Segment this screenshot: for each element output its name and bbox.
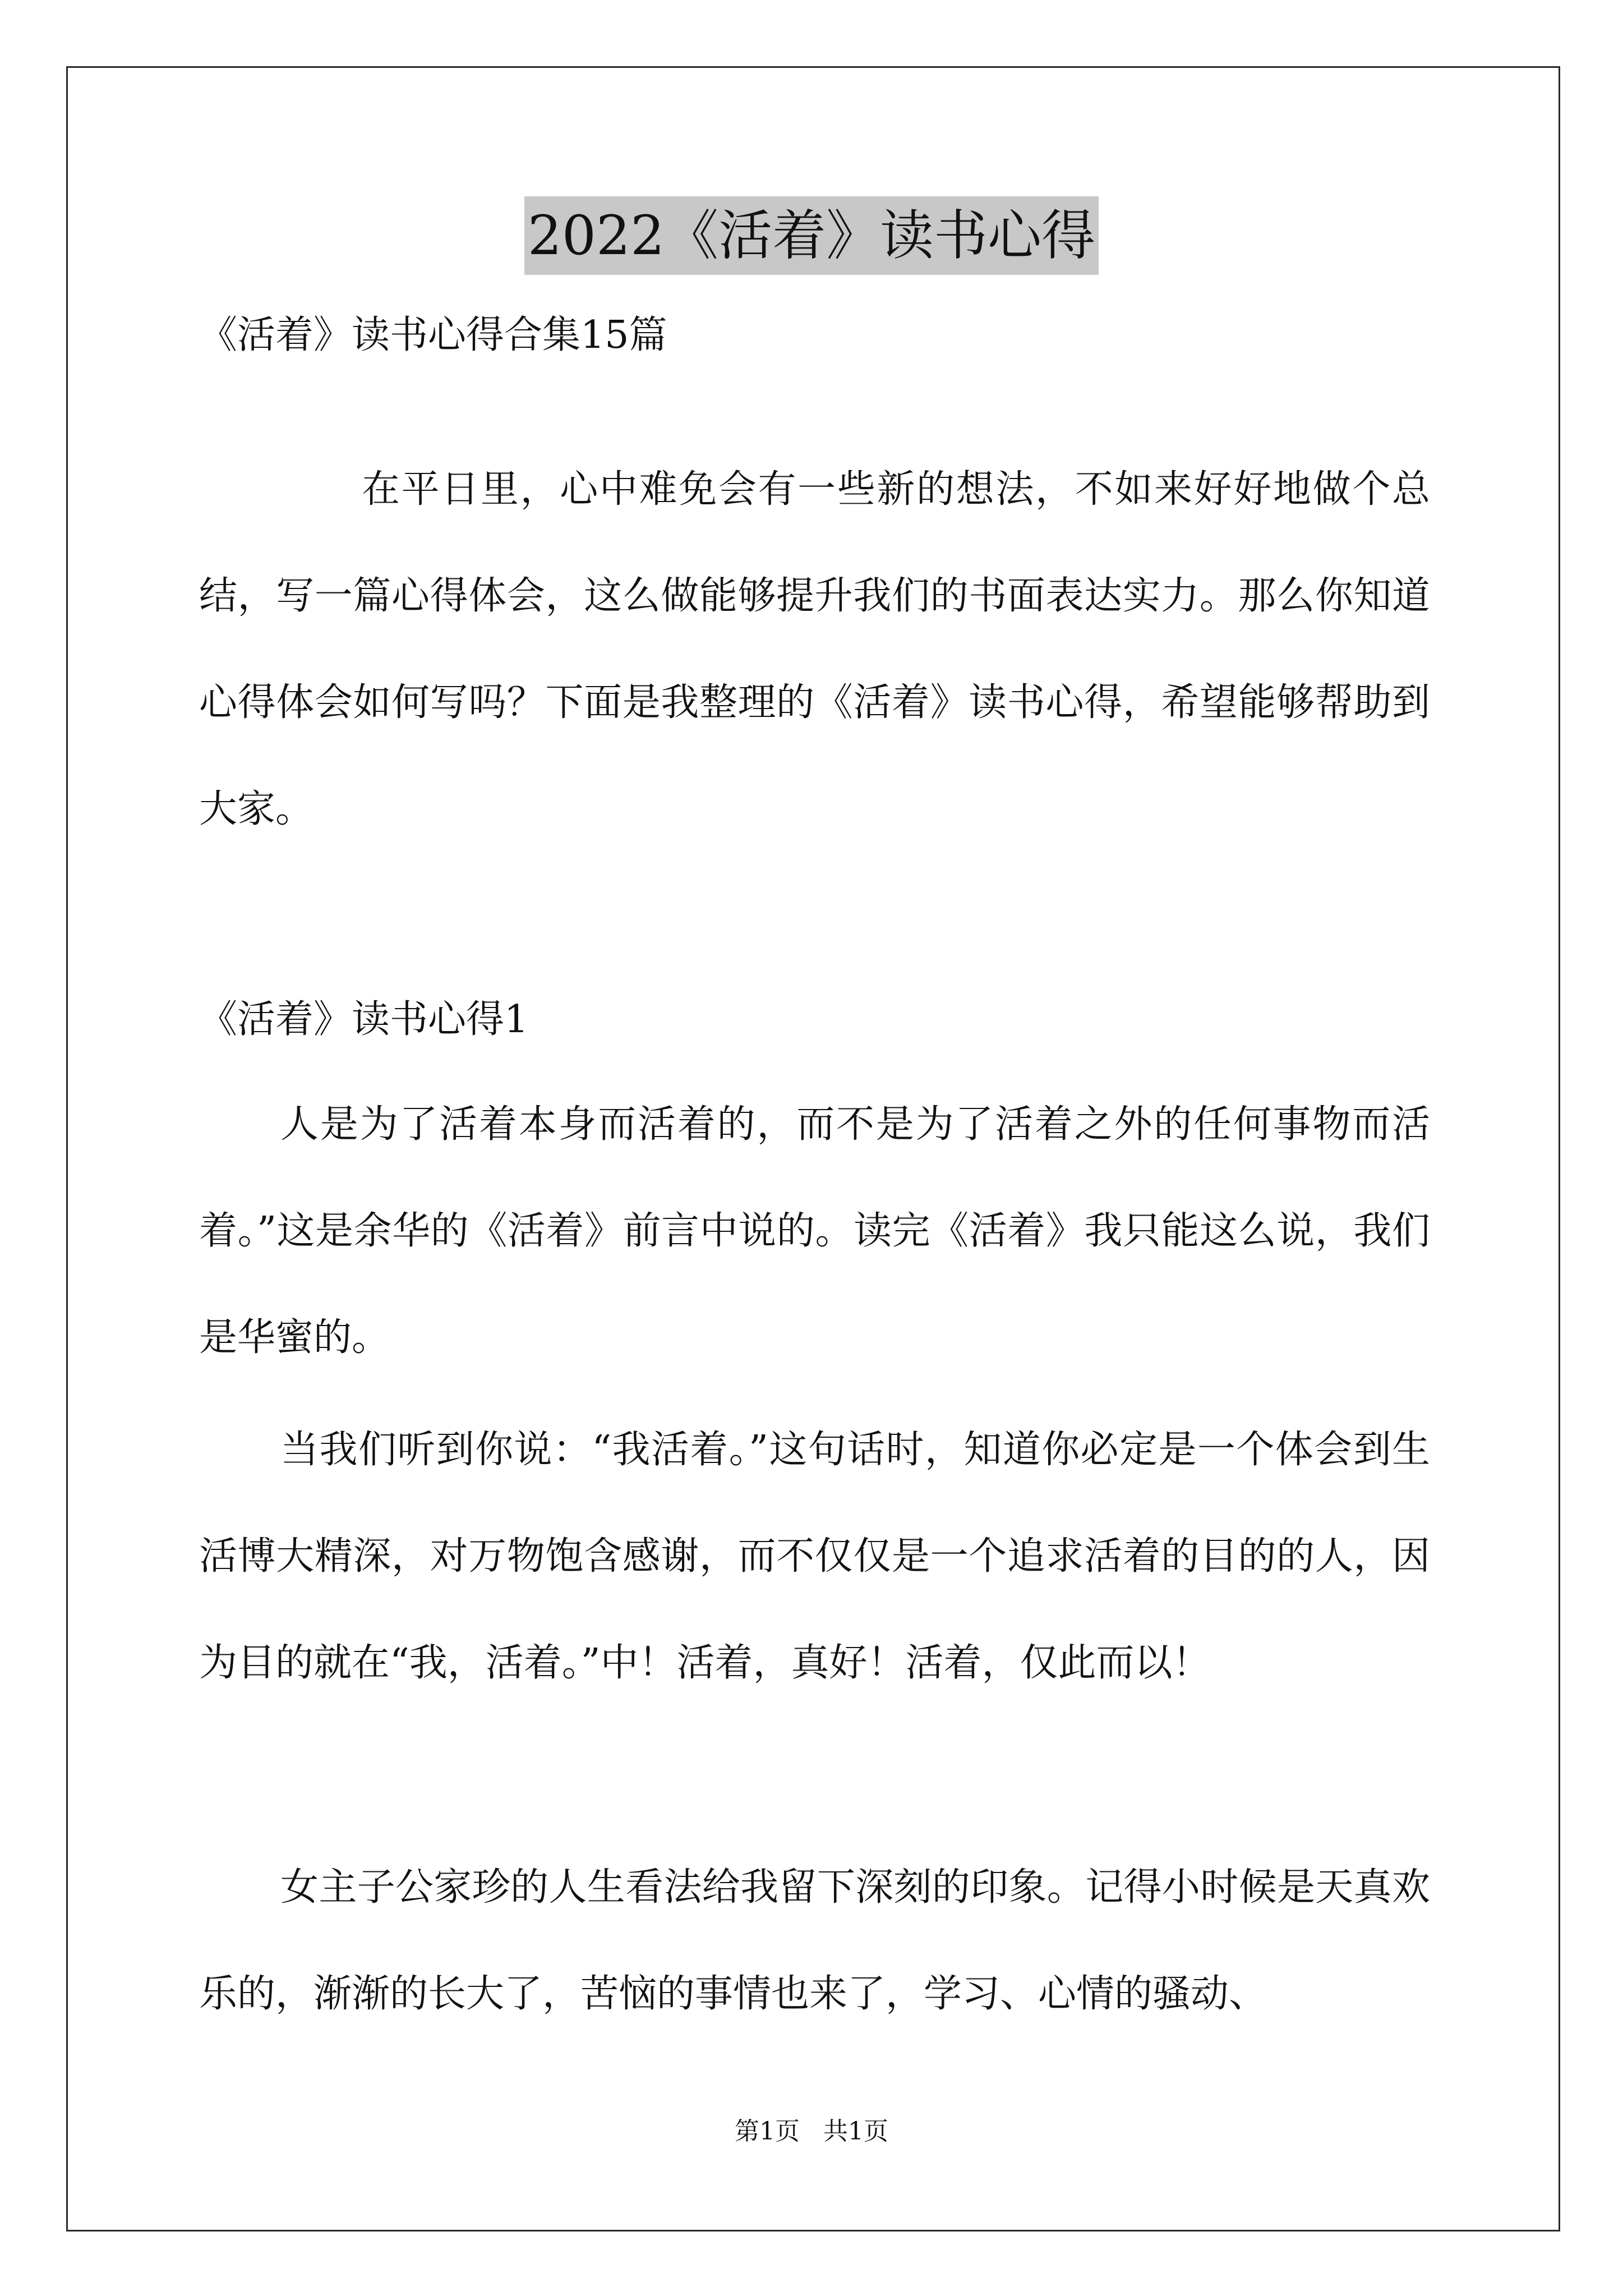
section-heading: 《活着》读书心得1: [199, 997, 529, 1042]
document-title: 2022《活着》读书心得: [524, 196, 1099, 275]
body-paragraph-2: 当我们听到你说：“我活着。”这句话时，知道你必定是一个体会到生活博大精深，对万物饱含感谢，而不仅仅是一个追求活着的目的的人，因为目的就在“我，活着。”中！活着，真好！活着，仅此而以！: [199, 1428, 1430, 1685]
intro-paragraph: 在平日里，心中难免会有一些新的想法，不如来好好地做个总结，写一篇心得体会，这么做能够提升我们的书面表达实力。那么你知道心得体会如何写吗？下面是我整理的《活着》读书心得，希望能够帮助到大家。: [199, 467, 1430, 831]
document-subtitle: 《活着》读书心得合集15篇: [199, 313, 667, 357]
title-container: [0, 196, 1623, 275]
page-footer: 第1页 共1页: [735, 2117, 888, 2146]
body-paragraph-3: 女主子公家珍的人生看法给我留下深刻的印象。记得小时候是天真欢乐的，渐渐的长大了，苦恼的事情也来了，学习、心情的骚动、: [199, 1865, 1430, 2016]
body-paragraph-1: 人是为了活着本身而活着的，而不是为了活着之外的任何事物而活着。”这是余华的《活着》前言中说的。读完《活着》我只能这么说，我们是华蜜的。: [199, 1102, 1430, 1360]
